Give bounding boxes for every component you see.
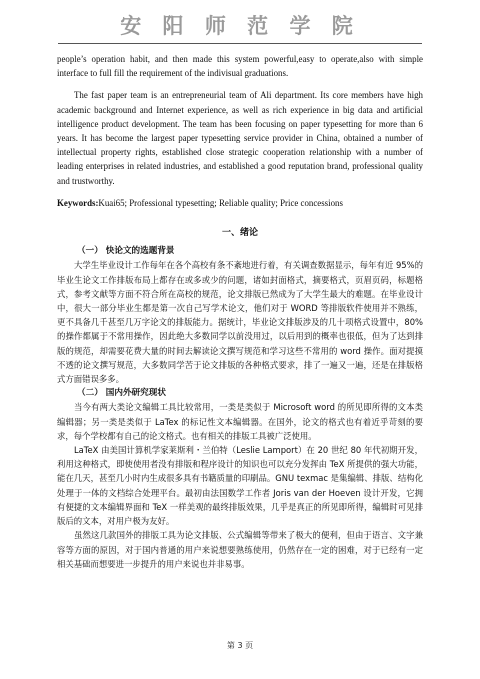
background-paragraph: 大学生毕业设计工作每年在各个高校有条不紊地进行着，有关调查数据显示，每年有近 95%的毕业生论文工作排版布局上都存在或多或少的问题，诸如封面格式，摘要格式，页眉页码，标题格式，参考文献等方面不符合所在高校的规范，论文排版已然成为了大学生最大的难题。在毕业设计中，很大一部分毕业生都是第一次自己写学术论文，他们对于 WORD 等排版软件使用并不熟练，更不具备几千甚至几万字论文的排版能力。据统计，毕业论文排版涉及的几十项格式设置中，80%的操作都属于不常用操作，因此绝大多数同学以前没用过，以后用到的概率也很低，但为了达到排版的规范，却需要花费大量的时间去解读论文撰写规范和学习这些不常用的 word 操作。面对提摸不透的论文撰写规范，大多数同学苦于论文排版的各种格式要求，排了一遍又一遍，还是在排版格式方面错误多多。 — [57, 260, 423, 385]
research-paragraph-summary: 虽然这几款国外的排版工具为论文排版、公式编辑等带来了极大的便利，但由于语言、文字兼容等方面的原因，对于国内普通的用户来说想要熟练使用，仍然存在一定的困难，对于已经有一定相关基础而想要进一步提升的用户来说也并非易事。 — [57, 530, 423, 569]
university-header: 安 阳 师 范 学 院 — [120, 13, 360, 38]
section-title: 一、绪论 — [221, 228, 258, 239]
research-paragraph-latex: LaTeX 由美国计算机学家莱斯利・兰伯特（Leslie Lamport）在 20 世纪 80 年代初期开发，利用这种格式，即使使用者没有排版和程序设计的知识也可以充分发挥由 TeX 所提供的强大功能，能在几天，甚至几小时内生成很多具有书籍质量的印刷品。GNU texmac 是集编辑、排版、结构化处理于一体的文档综合处理平台。最初由法国数学工作者 Joris van der Hoeven 设计开发，它拥有便捷的文本编辑界面和 TeX 一样美观的最终排版效果，几乎是真正的所见即所得，编辑时可见排版后的文本，对用户极为友好。 — [57, 445, 423, 527]
paragraph-gap — [57, 80, 423, 88]
abstract-paragraph-team: The fast paper team is an entrepreneurial team of Ali department. Its core members have high academic background and Internet experience, as well as rich experience in big data and artificial intelligence product development. The team has been focusing on paper typesetting for more than 6 years. It has become the largest paper typesetting service provider in China, obtained a number of intellectual property rights, established close strategic cooperation relationship with a number of leading enterprises in related industries, and established a good reputation brand, professional quality and trustworthy. — [57, 90, 423, 186]
header-rule — [58, 43, 422, 44]
page-number: 第 3 页 — [226, 641, 254, 650]
abstract-paragraph-continued: people’s operation habit, and then made this system powerful,easy to operate,also with simple interface to full fill the requirement of the indivisual graduations. — [57, 54, 423, 79]
paragraph-gap — [57, 188, 423, 196]
keywords-value: Kuai65; Professional typesetting; Reliable quality; Price concessions — [98, 197, 343, 208]
subsection-title-research-status: （二） 国内外研究现状 — [77, 388, 166, 399]
keywords-label: Keywords: — [57, 197, 99, 208]
keywords-line — [57, 196, 423, 210]
page-content — [57, 52, 423, 571]
research-paragraph-1: 当今有两大类论文编辑工具比较常用，一类是类似于 Microsoft word 的所见即所得的文本类编辑器；另一类是类似于 LaTex 的标记性文本编辑器。在国外，论文的格式也有着近乎苛刻的要求，每个学校都有自己的论文格式。也有相关的排版工具被广泛使用。 — [57, 402, 423, 441]
subsection-title-background: （一） 快论文的选题背景 — [77, 246, 175, 257]
